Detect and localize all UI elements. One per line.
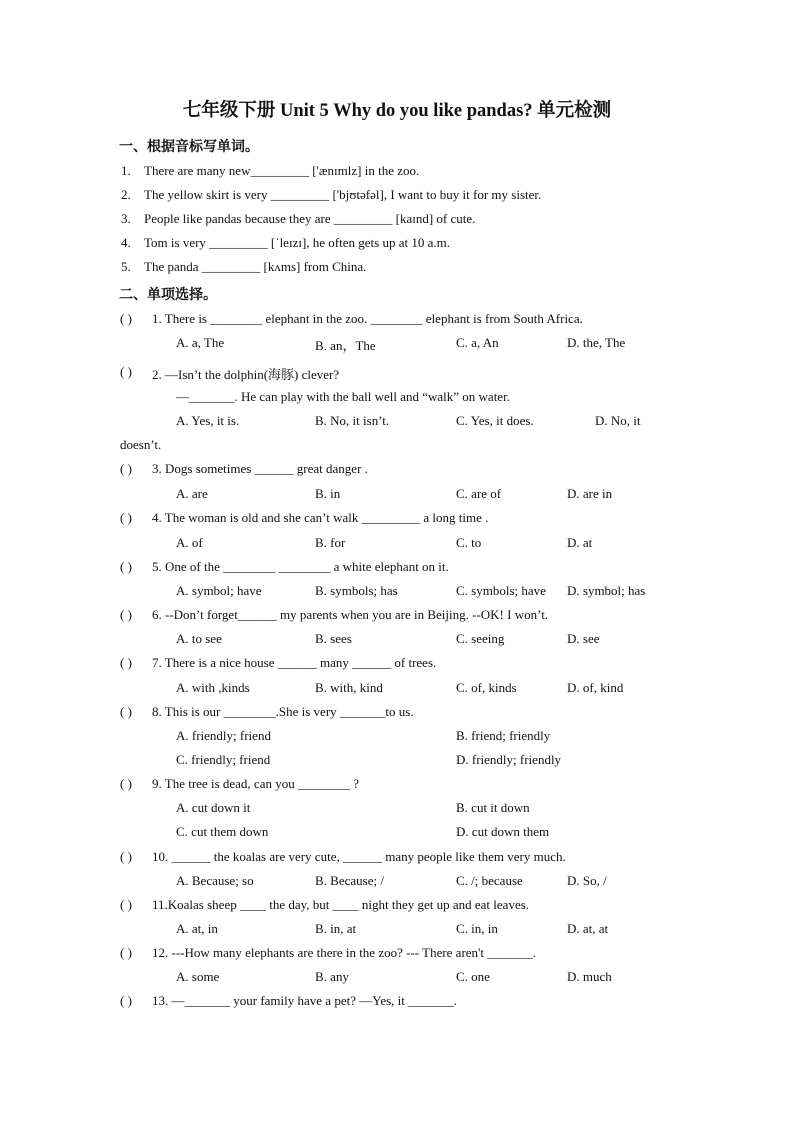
- option-b: B. No, it isn’t.: [315, 413, 390, 428]
- question-text: 9. The tree is dead, can you ________ ?: [152, 776, 359, 791]
- answer-bracket[interactable]: ( ): [120, 311, 132, 326]
- item-number: 2.: [121, 187, 131, 202]
- answer-bracket[interactable]: ( ): [120, 993, 132, 1008]
- question-text: 13. —_______ your family have a pet? —Yes, it _______.: [152, 993, 457, 1008]
- question-text: 2. —Isn’t the dolphin(海豚) clever?: [152, 367, 340, 382]
- option-b: B. symbols; has: [315, 583, 398, 598]
- question-text: 5. One of the ________ ________ a white elephant on it.: [152, 559, 449, 574]
- option-b: B. any: [315, 969, 349, 984]
- answer-bracket[interactable]: ( ): [120, 364, 132, 379]
- option-b: B. in: [315, 486, 341, 501]
- option-d-wrap: doesn’t.: [120, 437, 162, 452]
- option-a: A. symbol; have: [176, 583, 262, 598]
- option-c: C. friendly; friend: [176, 752, 271, 767]
- option-d: D. symbol; has: [567, 583, 646, 598]
- item-number: 5.: [121, 259, 131, 274]
- option-c: C. are of: [456, 486, 502, 501]
- answer-bracket[interactable]: ( ): [120, 897, 132, 912]
- question-text: 4. The woman is old and she can’t walk _________ a long time .: [152, 510, 489, 525]
- option-d: D. much: [567, 969, 612, 984]
- option-a: A. cut down it: [176, 800, 251, 815]
- option-c: C. to: [456, 535, 482, 550]
- option-a: A. Because; so: [176, 873, 254, 888]
- page-title: 七年级下册 Unit 5 Why do you like pandas? 单元检测: [182, 101, 612, 121]
- option-d: D. friendly; friendly: [456, 752, 562, 767]
- option-d: D. at, at: [567, 921, 609, 936]
- item-text: The yellow skirt is very _________ ['bjʊtəfəl], I want to buy it for my sister.: [144, 187, 542, 202]
- option-c: C. symbols; have: [456, 583, 546, 598]
- option-c: C. a, An: [456, 335, 499, 350]
- option-c: C. one: [456, 969, 490, 984]
- option-b: B. an，The: [315, 338, 376, 353]
- section2-heading: 二、单项选择。: [119, 288, 217, 303]
- option-c: C. in, in: [456, 921, 498, 936]
- item-text: People like pandas because they are _________ [kaɪnd] of cute.: [144, 211, 476, 226]
- answer-bracket[interactable]: ( ): [120, 461, 132, 476]
- item-number: 1.: [121, 163, 131, 178]
- option-d: D. see: [567, 631, 600, 646]
- item-text: The panda _________ [kʌms] from China.: [144, 259, 367, 274]
- option-a: A. are: [176, 486, 208, 501]
- answer-bracket[interactable]: ( ): [120, 559, 132, 574]
- option-b: B. with, kind: [315, 680, 383, 695]
- option-c: C. Yes, it does.: [456, 413, 534, 428]
- question-dialogue: —_______. He can play with the ball well and “walk” on water.: [176, 389, 510, 404]
- option-c: C. /; because: [456, 873, 523, 888]
- section1-heading: 一、根据音标写单词。: [119, 140, 259, 155]
- option-a: A. friendly; friend: [176, 728, 271, 743]
- option-a: A. some: [176, 969, 220, 984]
- answer-bracket[interactable]: ( ): [120, 776, 132, 791]
- option-a: A. to see: [176, 631, 222, 646]
- option-d: D. No, it: [595, 413, 641, 428]
- option-a: A. at, in: [176, 921, 218, 936]
- option-d: D. cut down them: [456, 824, 550, 839]
- answer-bracket[interactable]: ( ): [120, 655, 132, 670]
- answer-bracket[interactable]: ( ): [120, 849, 132, 864]
- question-text: 7. There is a nice house ______ many ______ of trees.: [152, 655, 437, 670]
- option-d: D. So, /: [567, 873, 607, 888]
- item-number: 3.: [121, 211, 131, 226]
- item-number: 4.: [121, 235, 131, 250]
- answer-bracket[interactable]: ( ): [120, 704, 132, 719]
- option-d: D. the, The: [567, 335, 626, 350]
- option-a: A. with ,kinds: [176, 680, 250, 695]
- option-d: D. at: [567, 535, 593, 550]
- question-text: 6. --Don’t forget______ my parents when you are in Beijing. --OK! I won’t.: [152, 607, 549, 622]
- answer-bracket[interactable]: ( ): [120, 510, 132, 525]
- question-text: 10. ______ the koalas are very cute, ______ many people like them very much.: [152, 849, 566, 864]
- option-a: A. a, The: [176, 335, 225, 350]
- option-b: B. sees: [315, 631, 352, 646]
- item-text: There are many new_________ ['ænɪmlz] in the zoo.: [144, 163, 420, 178]
- answer-bracket[interactable]: ( ): [120, 607, 132, 622]
- question-text: 1. There is ________ elephant in the zoo. ________ elephant is from South Africa.: [152, 311, 583, 326]
- answer-bracket[interactable]: ( ): [120, 945, 132, 960]
- option-d: D. of, kind: [567, 680, 624, 695]
- option-b: B. Because; /: [315, 873, 384, 888]
- item-text: Tom is very _________ [ˈleɪzɪ], he often gets up at 10 a.m.: [144, 235, 450, 250]
- option-b: B. in, at: [315, 921, 357, 936]
- option-c: C. of, kinds: [456, 680, 517, 695]
- option-a: A. Yes, it is.: [176, 413, 240, 428]
- option-b: B. friend; friendly: [456, 728, 551, 743]
- question-text: 3. Dogs sometimes ______ great danger .: [152, 461, 368, 476]
- option-b: B. for: [315, 535, 346, 550]
- question-text: 8. This is our ________.She is very _______to us.: [152, 704, 414, 719]
- option-a: A. of: [176, 535, 203, 550]
- option-c: C. seeing: [456, 631, 505, 646]
- option-d: D. are in: [567, 486, 613, 501]
- question-text: 12. ---How many elephants are there in the zoo? --- There aren't _______.: [152, 945, 537, 960]
- option-c: C. cut them down: [176, 824, 269, 839]
- question-text: 11.Koalas sheep ____ the day, but ____ night they get up and eat leaves.: [152, 897, 530, 912]
- option-b: B. cut it down: [456, 800, 530, 815]
